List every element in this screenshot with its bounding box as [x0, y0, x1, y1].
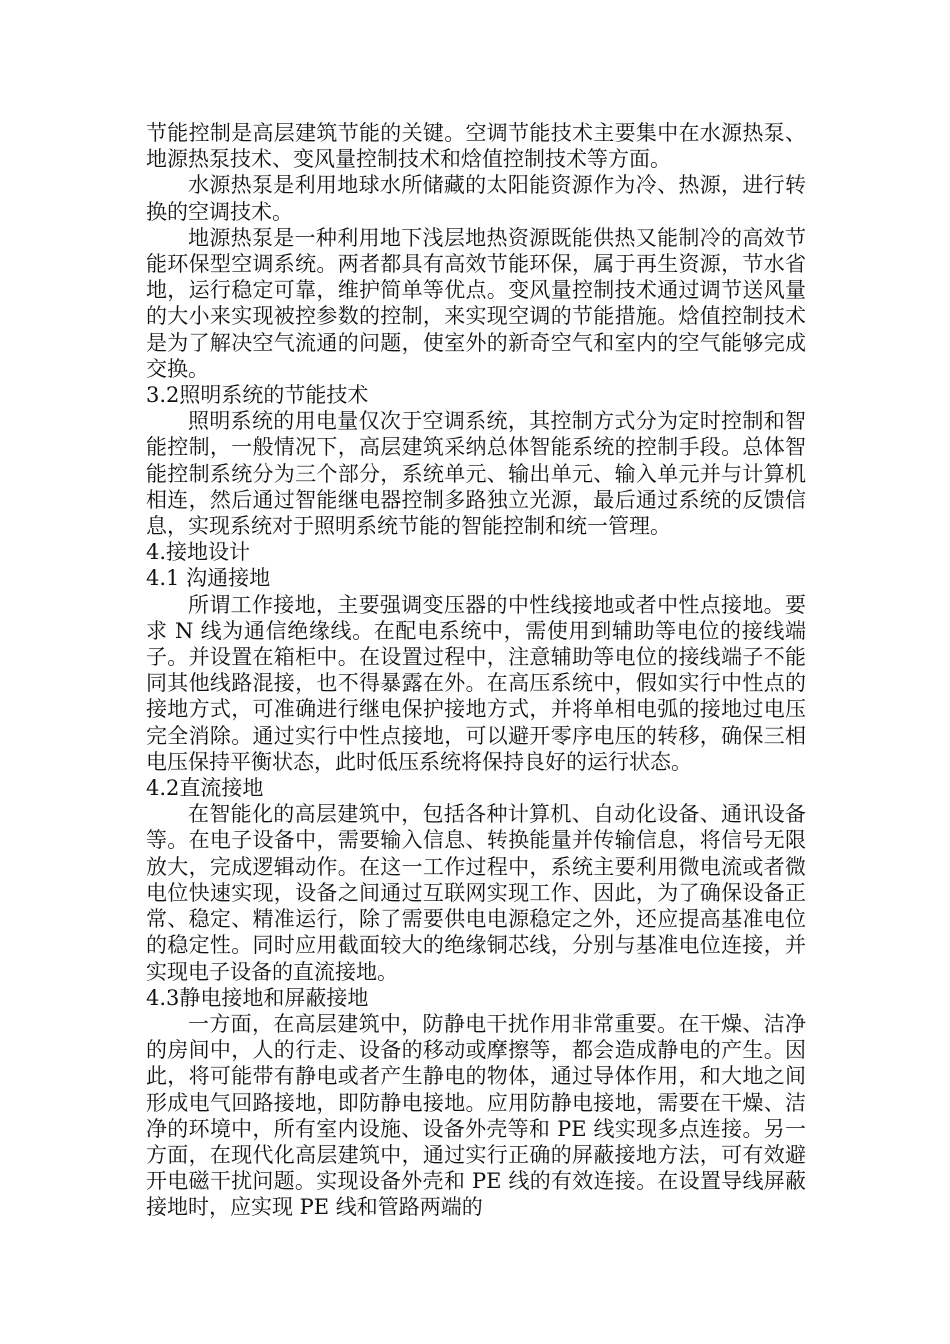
paragraph-working-grounding: 所谓工作接地，主要强调变压器的中性线接地或者中性点接地。要求 N 线为通信绝缘线。在配电系统中，需使用到辅助等电位的接线端子。并设置在箱柜中。在设置过程中，注意辅助等电位的接线端子不能同其他线路混接，也不得暴露在外。在高压系统中，假如实行中性点的接地方式，可准确进行继电保护接地方式，并将单相电弧的接地过电压完全消除。通过实行中性点接地，可以避开零序电压的转移，确保三相电压保持平衡状态，此时低压系统将保持良好的运行状态。 [146, 592, 806, 774]
paragraph-lighting-system: 照明系统的用电量仅次于空调系统，其控制方式分为定时控制和智能控制，一般情况下，高层建筑采纳总体智能系统的控制手段。总体智能控制系统分为三个部分，系统单元、输出单元、输入单元并与计算机相连，然后通过智能继电器控制多路独立光源，最后通过系统的反馈信息，实现系统对于照明系统节能的智能控制和统一管理。 [146, 409, 806, 539]
paragraph-ground-source-heat-pump: 地源热泵是一种利用地下浅层地热资源既能供热又能制冷的高效节能环保型空调系统。两者都具有高效节能环保，属于再生资源，节水省地，运行稳定可靠，维护简单等优点。变风量控制技术通过调节送风量的大小来实现被控参数的控制，来实现空调的节能措施。焓值控制技术是为了解决空气流通的问题，使室外的新奇空气和室内的空气能够完成交换。 [146, 225, 806, 381]
paragraph-static-shield-grounding: 一方面，在高层建筑中，防静电干扰作用非常重要。在干燥、洁净的房间中，人的行走、设备的移动或摩擦等，都会造成静电的产生。因此，将可能带有静电或者产生静电的物体，通过导体作用，和大地之间形成电气回路接地，即防静电接地。应用防静电接地，需要在干燥、洁净的环境中，所有室内设施、设备外壳等和 PE 线实现多点连接。另一方面，在现代化高层建筑中，通过实行正确的屏蔽接地方法，可有效避开电磁干扰问题。实现设备外壳和 PE 线的有效连接。在设置导线屏蔽接地时，应实现 PE 线和管路两端的 [146, 1011, 806, 1220]
section-heading-4: 4.接地设计 [146, 540, 251, 565]
paragraph-hvac-intro: 节能控制是高层建筑节能的关键。空调节能技术主要集中在水源热泵、地源热泵技术、变风量控制技术和焓值控制技术等方面。 [146, 121, 806, 172]
section-heading-3-2: 3.2照明系统的节能技术 [146, 383, 369, 408]
section-heading-4-1: 4.1 沟通接地 [146, 566, 271, 591]
paragraph-dc-grounding: 在智能化的高层建筑中，包括各种计算机、自动化设备、通讯设备等。在电子设备中，需要输入信息、转换能量并传输信息，将信号无限放大，完成逻辑动作。在这一工作过程中，系统主要利用微电流或者微电位快速实现，设备之间通过互联网实现工作、因此，为了确保设备正常、稳定、精准运行，除了需要供电电源稳定之外，还应提高基准电位的稳定性。同时应用截面较大的绝缘铜芯线，分别与基准电位连接，并实现电子设备的直流接地。 [146, 802, 806, 984]
paragraph-water-source-heat-pump: 水源热泵是利用地球水所储藏的太阳能资源作为冷、热源，进行转换的空调技术。 [146, 173, 806, 224]
section-heading-4-3: 4.3静电接地和屏蔽接地 [146, 985, 369, 1010]
section-heading-4-2: 4.2直流接地 [146, 776, 264, 801]
document-body [146, 120, 806, 1221]
